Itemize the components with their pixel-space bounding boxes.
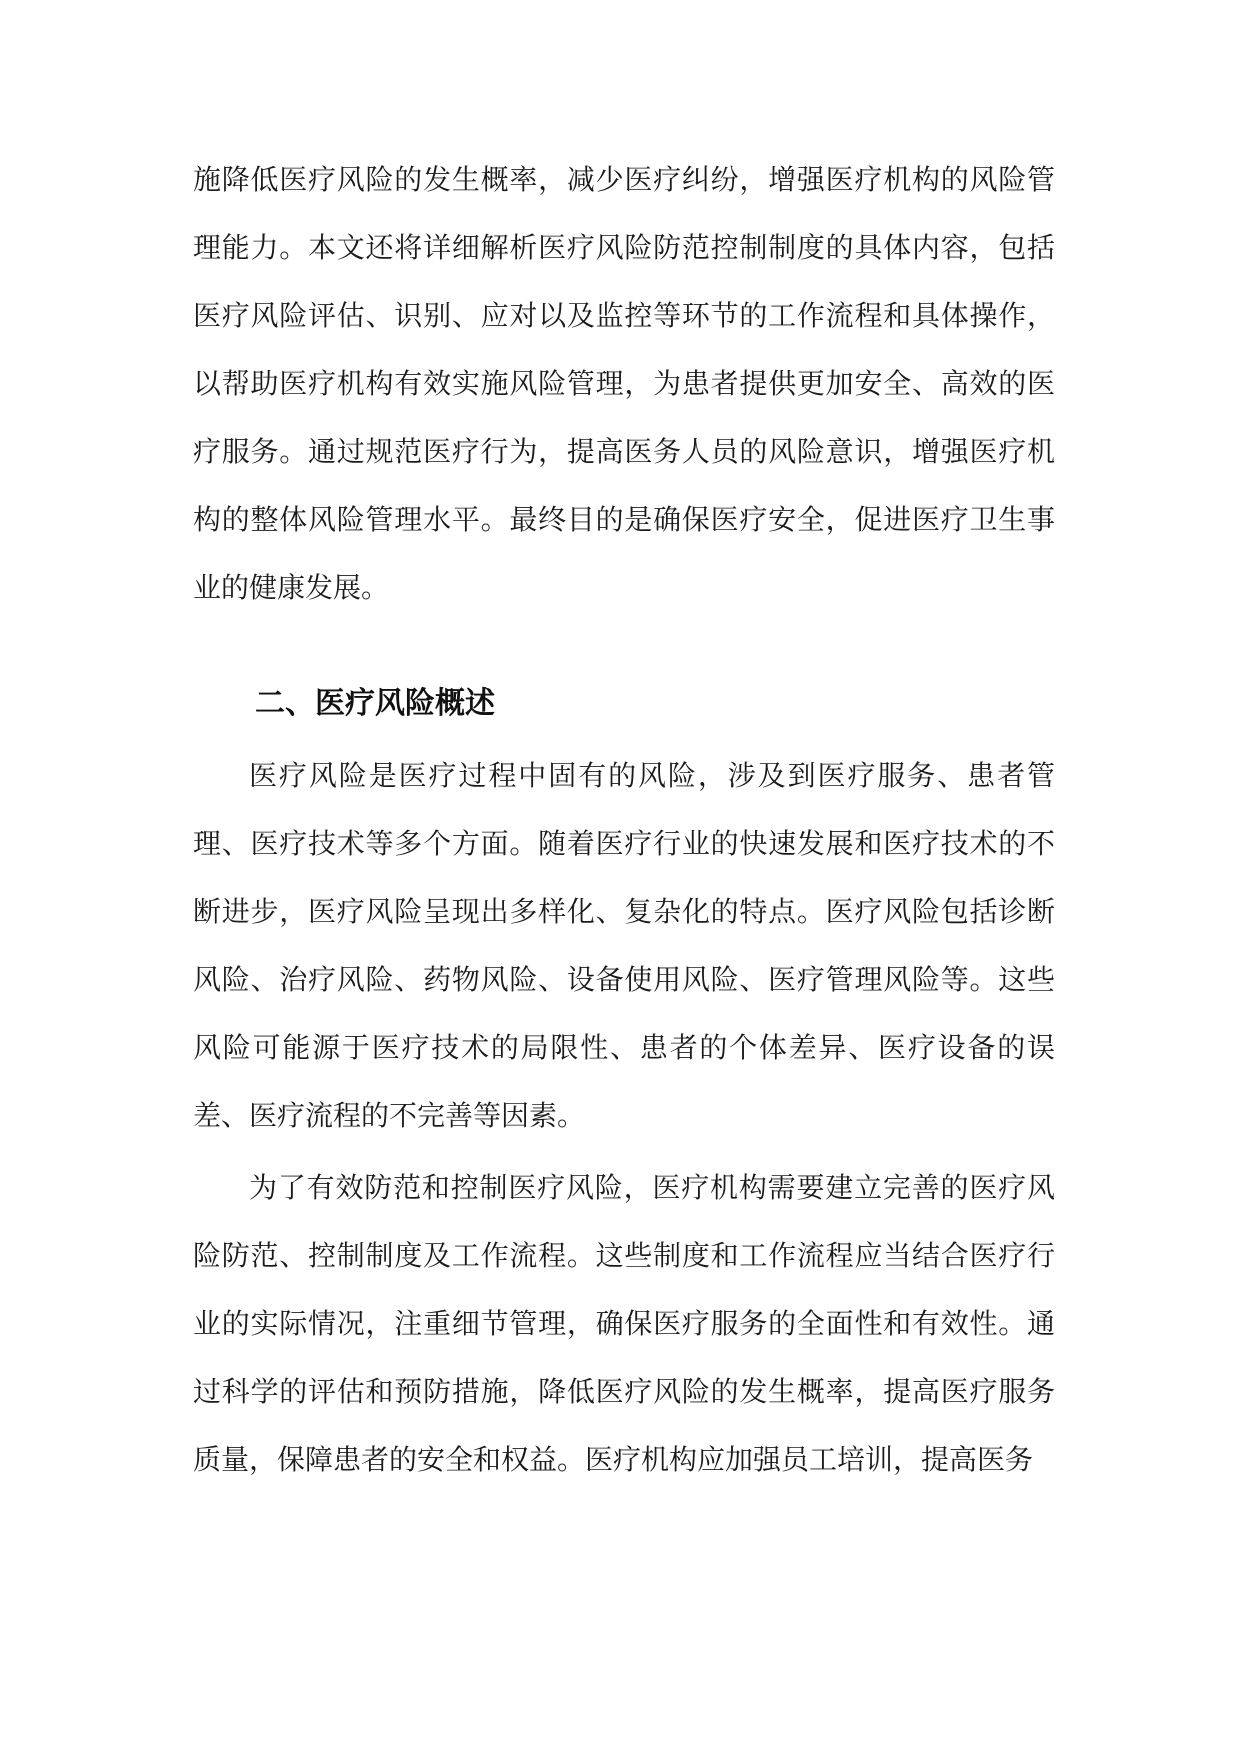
intro-paragraph: 施降低医疗风险的发生概率，减少医疗纠纷，增强医疗机构的风险管理能力。本文还将详细解析医疗风险防范控制制度的具体内容，包括医疗风险评估、识别、应对以及监控等环节的工作流程和具体操作，以帮助医疗机构有效实施风险管理，为患者提供更加安全、高效的医疗服务。通过规范医疗行为，提高医务人员的风险意识，增强医疗机构的整体风险管理水平。最终目的是确保医疗安全，促进医疗卫生事业的健康发展。 <box>193 163 1055 604</box>
section-paragraph-1: 医疗风险是医疗过程中固有的风险，涉及到医疗服务、患者管理、医疗技术等多个方面。随着医疗行业的快速发展和医疗技术的不断进步，医疗风险呈现出多样化、复杂化的特点。医疗风险包括诊断风险、治疗风险、药物风险、设备使用风险、医疗管理风险等。这些风险可能源于医疗技术的局限性、患者的个体差异、医疗设备的误差、医疗流程的不完善等因素。 <box>193 759 1055 1132</box>
section-heading: 二、医疗风险概述 <box>255 686 495 721</box>
document-body <box>193 146 1055 1494</box>
section-paragraph-2: 为了有效防范和控制医疗风险，医疗机构需要建立完善的医疗风险防范、控制制度及工作流程。这些制度和工作流程应当结合医疗行业的实际情况，注重细节管理，确保医疗服务的全面性和有效性。通过科学的评估和预防措施，降低医疗风险的发生概率，提高医疗服务质量，保障患者的安全和权益。医疗机构应加强员工培训，提高医务 <box>193 1171 1055 1476</box>
